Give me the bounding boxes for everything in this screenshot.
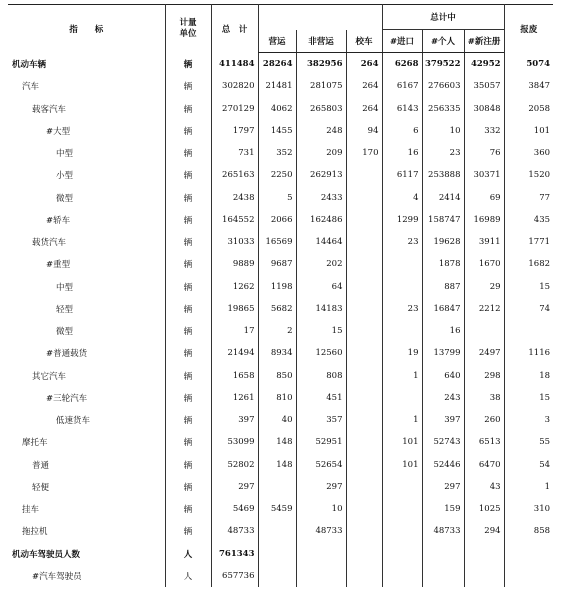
header-total-including: 总计中 xyxy=(382,5,504,30)
cell-school-bus xyxy=(346,276,382,298)
cell-new-registered: 1670 xyxy=(464,253,504,275)
cell-imported: 101 xyxy=(382,454,422,476)
cell-total: 53099 xyxy=(211,431,258,453)
cell-personal: 1878 xyxy=(422,253,464,275)
cell-unit: 辆 xyxy=(165,431,211,453)
cell-indicator: 小型 xyxy=(56,171,74,182)
cell-unit: 辆 xyxy=(165,120,211,142)
cell-operating xyxy=(258,520,296,542)
cell-non-operating: 64 xyxy=(296,276,346,298)
cell-non-operating: 162486 xyxy=(296,209,346,231)
cell-indicator: 中型 xyxy=(56,282,74,293)
table-row xyxy=(8,187,553,209)
cell-total: 761343 xyxy=(211,543,258,565)
cell-indicator: 轻型 xyxy=(56,304,74,315)
cell-non-operating: 15 xyxy=(296,320,346,342)
cell-personal: 297 xyxy=(422,476,464,498)
header-indicator: 指 标 xyxy=(69,24,104,35)
table-row xyxy=(8,142,553,164)
cell-personal: 16847 xyxy=(422,298,464,320)
cell-school-bus: 264 xyxy=(346,75,382,97)
cell-operating xyxy=(258,476,296,498)
cell-non-operating: 14183 xyxy=(296,298,346,320)
header-blank-non-operating xyxy=(296,5,346,30)
cell-imported xyxy=(382,520,422,542)
cell-operating: 21481 xyxy=(258,75,296,97)
table-row xyxy=(8,498,553,520)
cell-operating: 2250 xyxy=(258,164,296,186)
cell-school-bus xyxy=(346,164,382,186)
cell-non-operating: 297 xyxy=(296,476,346,498)
cell-imported: 6 xyxy=(382,120,422,142)
cell-unit: 辆 xyxy=(165,75,211,97)
cell-school-bus xyxy=(346,520,382,542)
table-row xyxy=(8,454,553,476)
cell-imported xyxy=(382,276,422,298)
cell-school-bus xyxy=(346,253,382,275)
cell-operating: 28264 xyxy=(258,53,296,76)
table-header xyxy=(8,5,553,53)
cell-imported: 16 xyxy=(382,142,422,164)
cell-school-bus xyxy=(346,298,382,320)
cell-personal: 52743 xyxy=(422,431,464,453)
cell-total: 17 xyxy=(211,320,258,342)
cell-school-bus: 170 xyxy=(346,142,382,164)
cell-indicator: 汽车 xyxy=(22,82,40,93)
cell-indicator: 低速货车 xyxy=(56,416,91,427)
cell-personal: 253888 xyxy=(422,164,464,186)
cell-indicator: 中型 xyxy=(56,149,74,160)
table-row xyxy=(8,164,553,186)
table-row xyxy=(8,342,553,364)
cell-non-operating: 2433 xyxy=(296,187,346,209)
cell-personal: 52446 xyxy=(422,454,464,476)
cell-imported xyxy=(382,543,422,565)
cell-school-bus xyxy=(346,231,382,253)
cell-school-bus xyxy=(346,409,382,431)
cell-scrapped: 435 xyxy=(504,209,553,231)
cell-new-registered: 42952 xyxy=(464,53,504,76)
cell-school-bus xyxy=(346,498,382,520)
cell-school-bus xyxy=(346,565,382,587)
cell-total: 265163 xyxy=(211,164,258,186)
cell-school-bus xyxy=(346,387,382,409)
cell-non-operating: 12560 xyxy=(296,342,346,364)
cell-unit: 辆 xyxy=(165,187,211,209)
cell-unit: 人 xyxy=(165,543,211,565)
cell-imported: 6268 xyxy=(382,53,422,76)
cell-imported: 1299 xyxy=(382,209,422,231)
cell-scrapped: 55 xyxy=(504,431,553,453)
cell-total: 52802 xyxy=(211,454,258,476)
cell-personal: 379522 xyxy=(422,53,464,76)
cell-imported: 6143 xyxy=(382,98,422,120)
cell-total: 19865 xyxy=(211,298,258,320)
cell-school-bus xyxy=(346,187,382,209)
table-row xyxy=(8,231,553,253)
cell-operating: 148 xyxy=(258,431,296,453)
cell-total: 1262 xyxy=(211,276,258,298)
cell-new-registered: 38 xyxy=(464,387,504,409)
cell-scrapped: 18 xyxy=(504,365,553,387)
cell-personal: 10 xyxy=(422,120,464,142)
cell-new-registered: 43 xyxy=(464,476,504,498)
cell-school-bus: 94 xyxy=(346,120,382,142)
cell-non-operating: 52654 xyxy=(296,454,346,476)
cell-unit: 辆 xyxy=(165,164,211,186)
cell-personal: 19628 xyxy=(422,231,464,253)
cell-scrapped: 5074 xyxy=(504,53,553,76)
cell-indicator: #大型 xyxy=(46,126,71,137)
cell-operating xyxy=(258,543,296,565)
cell-unit: 辆 xyxy=(165,498,211,520)
cell-non-operating: 265803 xyxy=(296,98,346,120)
cell-total: 1658 xyxy=(211,365,258,387)
cell-scrapped: 1 xyxy=(504,476,553,498)
table-row xyxy=(8,98,553,120)
cell-total: 1261 xyxy=(211,387,258,409)
cell-non-operating: 808 xyxy=(296,365,346,387)
table-row xyxy=(8,253,553,275)
cell-scrapped: 1520 xyxy=(504,164,553,186)
cell-personal: 16 xyxy=(422,320,464,342)
cell-unit: 辆 xyxy=(165,409,211,431)
cell-unit: 辆 xyxy=(165,253,211,275)
cell-operating: 8934 xyxy=(258,342,296,364)
cell-total: 1797 xyxy=(211,120,258,142)
cell-new-registered: 298 xyxy=(464,365,504,387)
cell-imported xyxy=(382,320,422,342)
header-imported: #进口 xyxy=(382,30,422,53)
cell-non-operating: 382956 xyxy=(296,53,346,76)
cell-new-registered: 294 xyxy=(464,520,504,542)
cell-non-operating xyxy=(296,543,346,565)
cell-unit: 辆 xyxy=(165,98,211,120)
cell-scrapped: 77 xyxy=(504,187,553,209)
cell-operating: 148 xyxy=(258,454,296,476)
cell-scrapped: 101 xyxy=(504,120,553,142)
table-row xyxy=(8,276,553,298)
cell-unit: 辆 xyxy=(165,209,211,231)
cell-indicator: #三轮汽车 xyxy=(46,393,88,404)
table-row xyxy=(8,75,553,97)
cell-school-bus: 264 xyxy=(346,98,382,120)
cell-operating: 1198 xyxy=(258,276,296,298)
cell-scrapped: 1116 xyxy=(504,342,553,364)
vehicle-statistics-sheet xyxy=(8,4,553,587)
header-new-registered: #新注册 xyxy=(464,30,504,53)
cell-scrapped xyxy=(504,565,553,587)
cell-imported: 23 xyxy=(382,298,422,320)
cell-unit: 辆 xyxy=(165,320,211,342)
cell-imported: 101 xyxy=(382,431,422,453)
table-row xyxy=(8,320,553,342)
cell-indicator: 微型 xyxy=(56,327,74,338)
cell-operating: 4062 xyxy=(258,98,296,120)
cell-operating: 16569 xyxy=(258,231,296,253)
cell-indicator: 摩托车 xyxy=(22,438,48,449)
cell-non-operating: 48733 xyxy=(296,520,346,542)
cell-scrapped: 1771 xyxy=(504,231,553,253)
cell-unit: 辆 xyxy=(165,520,211,542)
cell-indicator: 普通 xyxy=(32,460,50,471)
cell-school-bus xyxy=(346,209,382,231)
cell-new-registered: 76 xyxy=(464,142,504,164)
cell-operating: 9687 xyxy=(258,253,296,275)
cell-indicator: 机动车辆 xyxy=(12,59,47,70)
cell-total: 48733 xyxy=(211,520,258,542)
cell-personal: 13799 xyxy=(422,342,464,364)
cell-unit: 辆 xyxy=(165,365,211,387)
cell-imported: 1 xyxy=(382,365,422,387)
header-scrapped: 报废 xyxy=(504,5,553,53)
cell-new-registered: 69 xyxy=(464,187,504,209)
table-row xyxy=(8,209,553,231)
table-row xyxy=(8,387,553,409)
cell-imported: 4 xyxy=(382,187,422,209)
cell-new-registered: 3911 xyxy=(464,231,504,253)
cell-new-registered xyxy=(464,320,504,342)
header-non-operating: 非营运 xyxy=(296,30,346,53)
cell-total: 9889 xyxy=(211,253,258,275)
cell-school-bus xyxy=(346,476,382,498)
header-school-bus: 校车 xyxy=(346,30,382,53)
cell-imported: 6117 xyxy=(382,164,422,186)
cell-scrapped: 54 xyxy=(504,454,553,476)
cell-personal: 159 xyxy=(422,498,464,520)
cell-personal xyxy=(422,565,464,587)
table-row xyxy=(8,53,553,76)
cell-total: 31033 xyxy=(211,231,258,253)
cell-school-bus xyxy=(346,320,382,342)
cell-personal: 158747 xyxy=(422,209,464,231)
cell-indicator: #重型 xyxy=(46,260,71,271)
cell-school-bus: 264 xyxy=(346,53,382,76)
cell-indicator: 微型 xyxy=(56,193,74,204)
cell-unit: 人 xyxy=(165,565,211,587)
cell-personal: 2414 xyxy=(422,187,464,209)
table-row xyxy=(8,120,553,142)
cell-unit: 辆 xyxy=(165,387,211,409)
cell-personal: 48733 xyxy=(422,520,464,542)
cell-new-registered: 6513 xyxy=(464,431,504,453)
cell-total: 270129 xyxy=(211,98,258,120)
header-blank-school-bus xyxy=(346,5,382,30)
cell-imported: 1 xyxy=(382,409,422,431)
header-operating: 营运 xyxy=(258,30,296,53)
cell-scrapped: 15 xyxy=(504,276,553,298)
cell-imported xyxy=(382,253,422,275)
cell-indicator: 挂车 xyxy=(22,505,40,516)
cell-new-registered: 29 xyxy=(464,276,504,298)
cell-school-bus xyxy=(346,431,382,453)
cell-imported xyxy=(382,387,422,409)
cell-new-registered: 332 xyxy=(464,120,504,142)
cell-non-operating: 10 xyxy=(296,498,346,520)
cell-new-registered: 30371 xyxy=(464,164,504,186)
cell-total: 2438 xyxy=(211,187,258,209)
cell-indicator: 载货汽车 xyxy=(32,238,67,249)
table-row xyxy=(8,298,553,320)
cell-personal: 276603 xyxy=(422,75,464,97)
cell-operating: 5459 xyxy=(258,498,296,520)
cell-school-bus xyxy=(346,365,382,387)
cell-total: 731 xyxy=(211,142,258,164)
cell-non-operating: 262913 xyxy=(296,164,346,186)
cell-scrapped: 858 xyxy=(504,520,553,542)
cell-new-registered: 260 xyxy=(464,409,504,431)
cell-new-registered: 30848 xyxy=(464,98,504,120)
cell-non-operating xyxy=(296,565,346,587)
cell-new-registered xyxy=(464,565,504,587)
cell-operating: 40 xyxy=(258,409,296,431)
cell-indicator: 其它汽车 xyxy=(32,371,67,382)
vehicle-statistics-table xyxy=(8,4,553,587)
table-row xyxy=(8,431,553,453)
cell-scrapped: 360 xyxy=(504,142,553,164)
cell-school-bus xyxy=(346,454,382,476)
cell-personal: 243 xyxy=(422,387,464,409)
cell-personal: 640 xyxy=(422,365,464,387)
header-unit: 计量 单位 xyxy=(165,5,211,53)
cell-imported xyxy=(382,498,422,520)
cell-scrapped xyxy=(504,543,553,565)
cell-personal: 256335 xyxy=(422,98,464,120)
table-row xyxy=(8,565,553,587)
cell-personal: 887 xyxy=(422,276,464,298)
cell-non-operating: 202 xyxy=(296,253,346,275)
cell-new-registered: 6470 xyxy=(464,454,504,476)
cell-total: 5469 xyxy=(211,498,258,520)
header-personal: #个人 xyxy=(422,30,464,53)
cell-operating: 850 xyxy=(258,365,296,387)
cell-non-operating: 248 xyxy=(296,120,346,142)
cell-imported xyxy=(382,565,422,587)
cell-operating: 2 xyxy=(258,320,296,342)
cell-indicator: 载客汽车 xyxy=(32,104,67,115)
cell-non-operating: 357 xyxy=(296,409,346,431)
table-row xyxy=(8,476,553,498)
cell-new-registered: 2212 xyxy=(464,298,504,320)
cell-total: 297 xyxy=(211,476,258,498)
cell-total: 397 xyxy=(211,409,258,431)
cell-indicator: 拖拉机 xyxy=(22,527,48,538)
cell-unit: 辆 xyxy=(165,53,211,76)
cell-non-operating: 281075 xyxy=(296,75,346,97)
cell-imported: 23 xyxy=(382,231,422,253)
table-body xyxy=(8,53,553,588)
cell-scrapped xyxy=(504,320,553,342)
cell-new-registered: 2497 xyxy=(464,342,504,364)
header-total: 总 计 xyxy=(211,5,258,53)
cell-imported: 6167 xyxy=(382,75,422,97)
cell-imported xyxy=(382,476,422,498)
cell-operating: 810 xyxy=(258,387,296,409)
cell-indicator: #汽车驾驶员 xyxy=(32,571,82,582)
cell-personal: 23 xyxy=(422,142,464,164)
cell-operating: 5 xyxy=(258,187,296,209)
cell-non-operating: 14464 xyxy=(296,231,346,253)
cell-non-operating: 451 xyxy=(296,387,346,409)
cell-indicator: #普通载货 xyxy=(46,349,88,360)
cell-operating: 5682 xyxy=(258,298,296,320)
cell-total: 164552 xyxy=(211,209,258,231)
table-row xyxy=(8,543,553,565)
cell-scrapped: 2058 xyxy=(504,98,553,120)
cell-scrapped: 74 xyxy=(504,298,553,320)
cell-personal: 397 xyxy=(422,409,464,431)
cell-scrapped: 310 xyxy=(504,498,553,520)
cell-school-bus xyxy=(346,543,382,565)
cell-non-operating: 52951 xyxy=(296,431,346,453)
table-row xyxy=(8,520,553,542)
cell-new-registered xyxy=(464,543,504,565)
table-row xyxy=(8,409,553,431)
cell-total: 302820 xyxy=(211,75,258,97)
cell-new-registered: 1025 xyxy=(464,498,504,520)
cell-unit: 辆 xyxy=(165,342,211,364)
cell-operating xyxy=(258,565,296,587)
cell-unit: 辆 xyxy=(165,454,211,476)
cell-indicator: 机动车驾驶员人数 xyxy=(12,549,81,560)
cell-personal xyxy=(422,543,464,565)
cell-unit: 辆 xyxy=(165,476,211,498)
cell-operating: 1455 xyxy=(258,120,296,142)
cell-scrapped: 3847 xyxy=(504,75,553,97)
cell-scrapped: 1682 xyxy=(504,253,553,275)
cell-total: 657736 xyxy=(211,565,258,587)
cell-operating: 2066 xyxy=(258,209,296,231)
cell-unit: 辆 xyxy=(165,231,211,253)
table-row xyxy=(8,365,553,387)
cell-indicator: #轿车 xyxy=(46,215,71,226)
cell-non-operating: 209 xyxy=(296,142,346,164)
cell-unit: 辆 xyxy=(165,298,211,320)
cell-operating: 352 xyxy=(258,142,296,164)
cell-unit: 辆 xyxy=(165,142,211,164)
cell-unit: 辆 xyxy=(165,276,211,298)
cell-new-registered: 16989 xyxy=(464,209,504,231)
cell-scrapped: 3 xyxy=(504,409,553,431)
cell-scrapped: 15 xyxy=(504,387,553,409)
cell-indicator: 轻便 xyxy=(32,482,50,493)
cell-school-bus xyxy=(346,342,382,364)
cell-total: 21494 xyxy=(211,342,258,364)
cell-total: 411484 xyxy=(211,53,258,76)
cell-new-registered: 35057 xyxy=(464,75,504,97)
header-blank-operating xyxy=(258,5,296,30)
cell-imported: 19 xyxy=(382,342,422,364)
